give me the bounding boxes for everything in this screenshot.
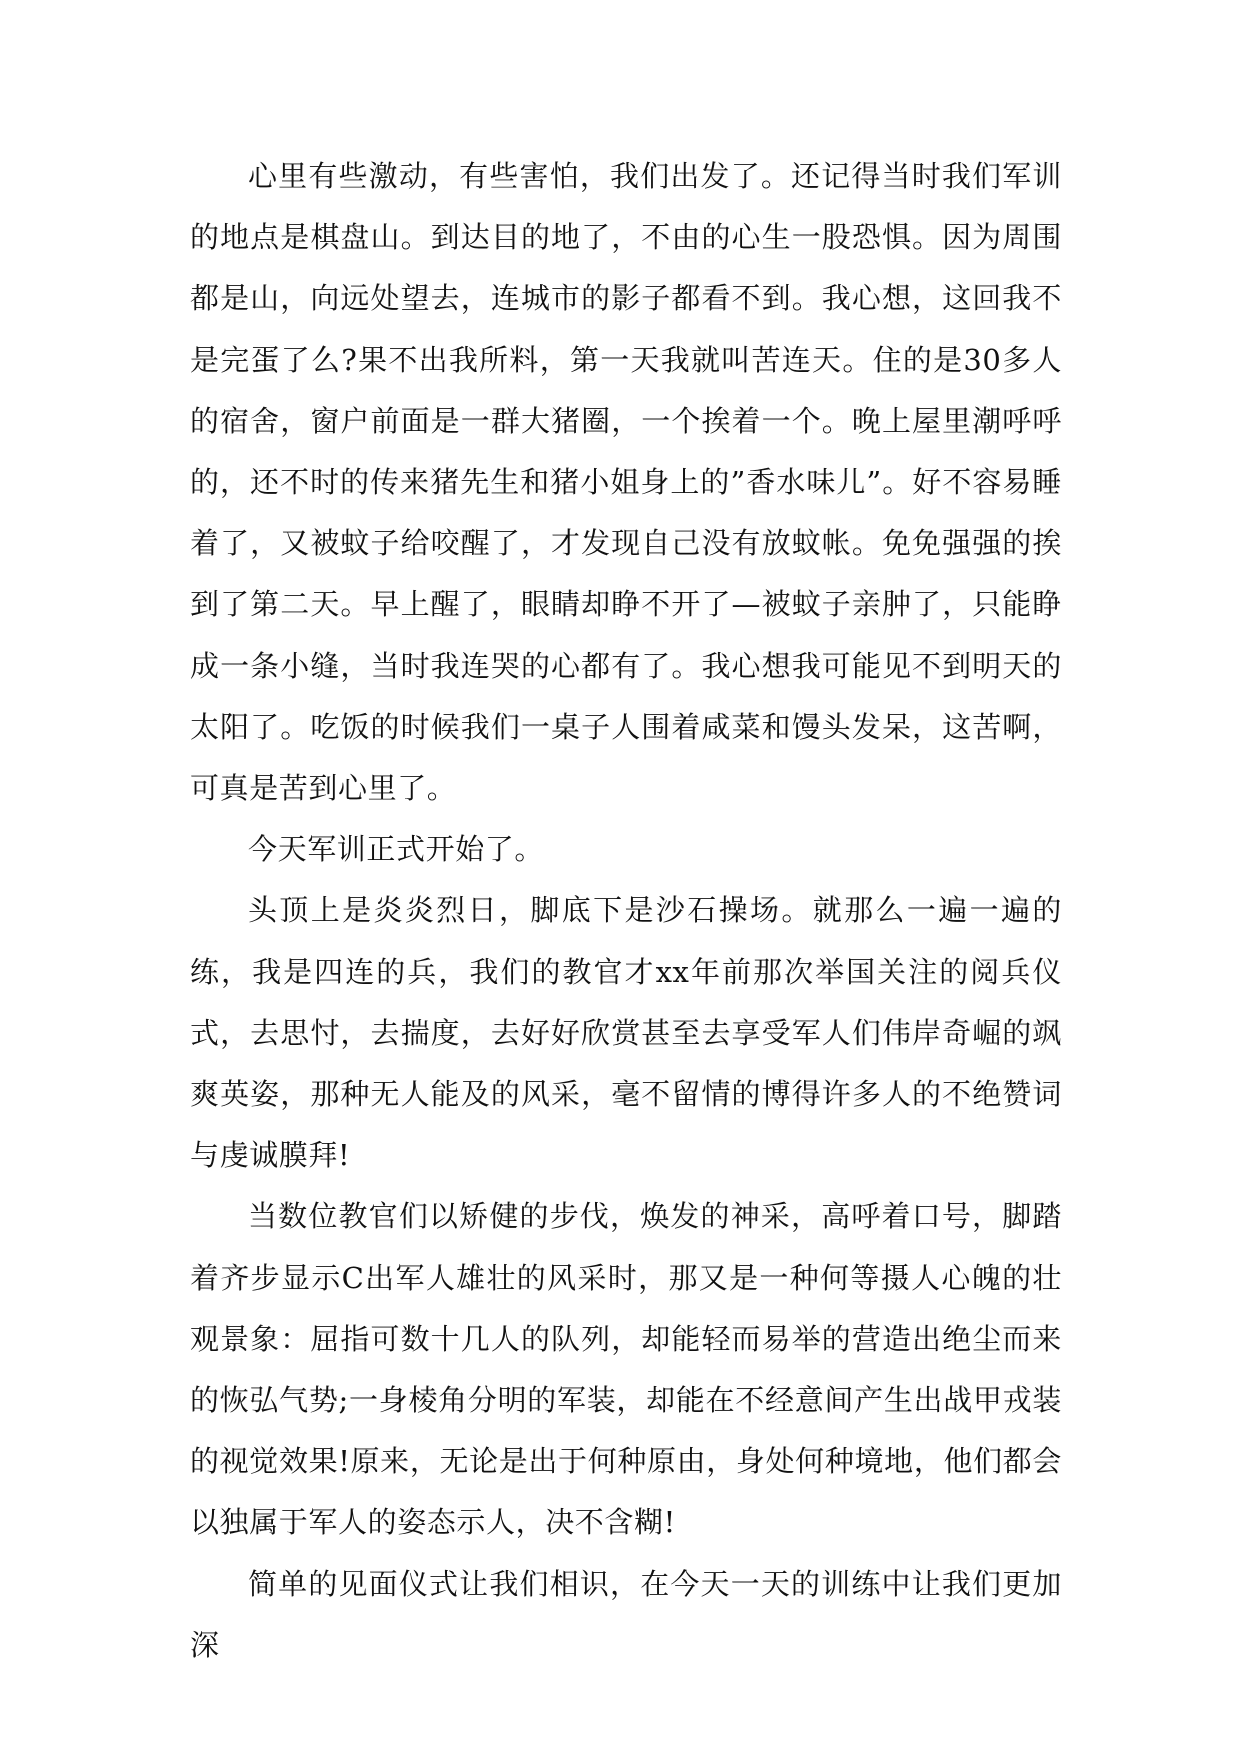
paragraph-4: 当数位教官们以矫健的步伐，焕发的神采，高呼着口号，脚踏着齐步显示C出军人雄壮的风采时，那又是一种何等摄人心魄的壮观景象：屈指可数十几人的队列，却能轻而易举的营造出绝尘而来的恢弘气势;一身棱角分明的军装，却能在不经意间产生出战甲戎装的视觉效果!原来，无论是出于何种原由，身处何种境地，他们都会以独属于军人的姿态示人，决不含糊! — [190, 1199, 1062, 1540]
paragraph-5: 简单的见面仪式让我们相识，在今天一天的训练中让我们更加深 — [190, 1566, 1062, 1662]
body-text — [190, 146, 1062, 1676]
paragraph-3: 头顶上是炎炎烈日，脚底下是沙石操场。就那么一遍一遍的练，我是四连的兵，我们的教官才xx年前那次举国关注的阅兵仪式，去思忖，去揣度，去好好欣赏甚至去享受军人们伟岸奇崛的飒爽英姿，那种无人能及的风采，毫不留情的博得许多人的不绝赞词与虔诚膜拜! — [190, 893, 1062, 1173]
paragraph-2: 今天军训正式开始了。 — [248, 832, 545, 867]
paragraph-1: 心里有些激动，有些害怕，我们出发了。还记得当时我们军训的地点是棋盘山。到达目的地了，不由的心生一股恐惧。因为周围都是山，向远处望去，连城市的影子都看不到。我心想，这回我不是完蛋了么?果不出我所料，第一天我就叫苦连天。住的是30多人的宿舍，窗户前面是一群大猪圈，一个挨着一个。晚上屋里潮呼呼的，还不时的传来猪先生和猪小姐身上的”香水味儿”。好不容易睡着了，又被蚊子给咬醒了，才发现自己没有放蚊帐。免免强强的挨到了第二天。早上醒了，眼睛却睁不开了—被蚊子亲肿了，只能睁成一条小缝，当时我连哭的心都有了。我心想我可能见不到明天的太阳了。吃饭的时候我们一桌子人围着咸菜和馒头发呆，这苦啊，可真是苦到心里了。 — [190, 159, 1062, 806]
